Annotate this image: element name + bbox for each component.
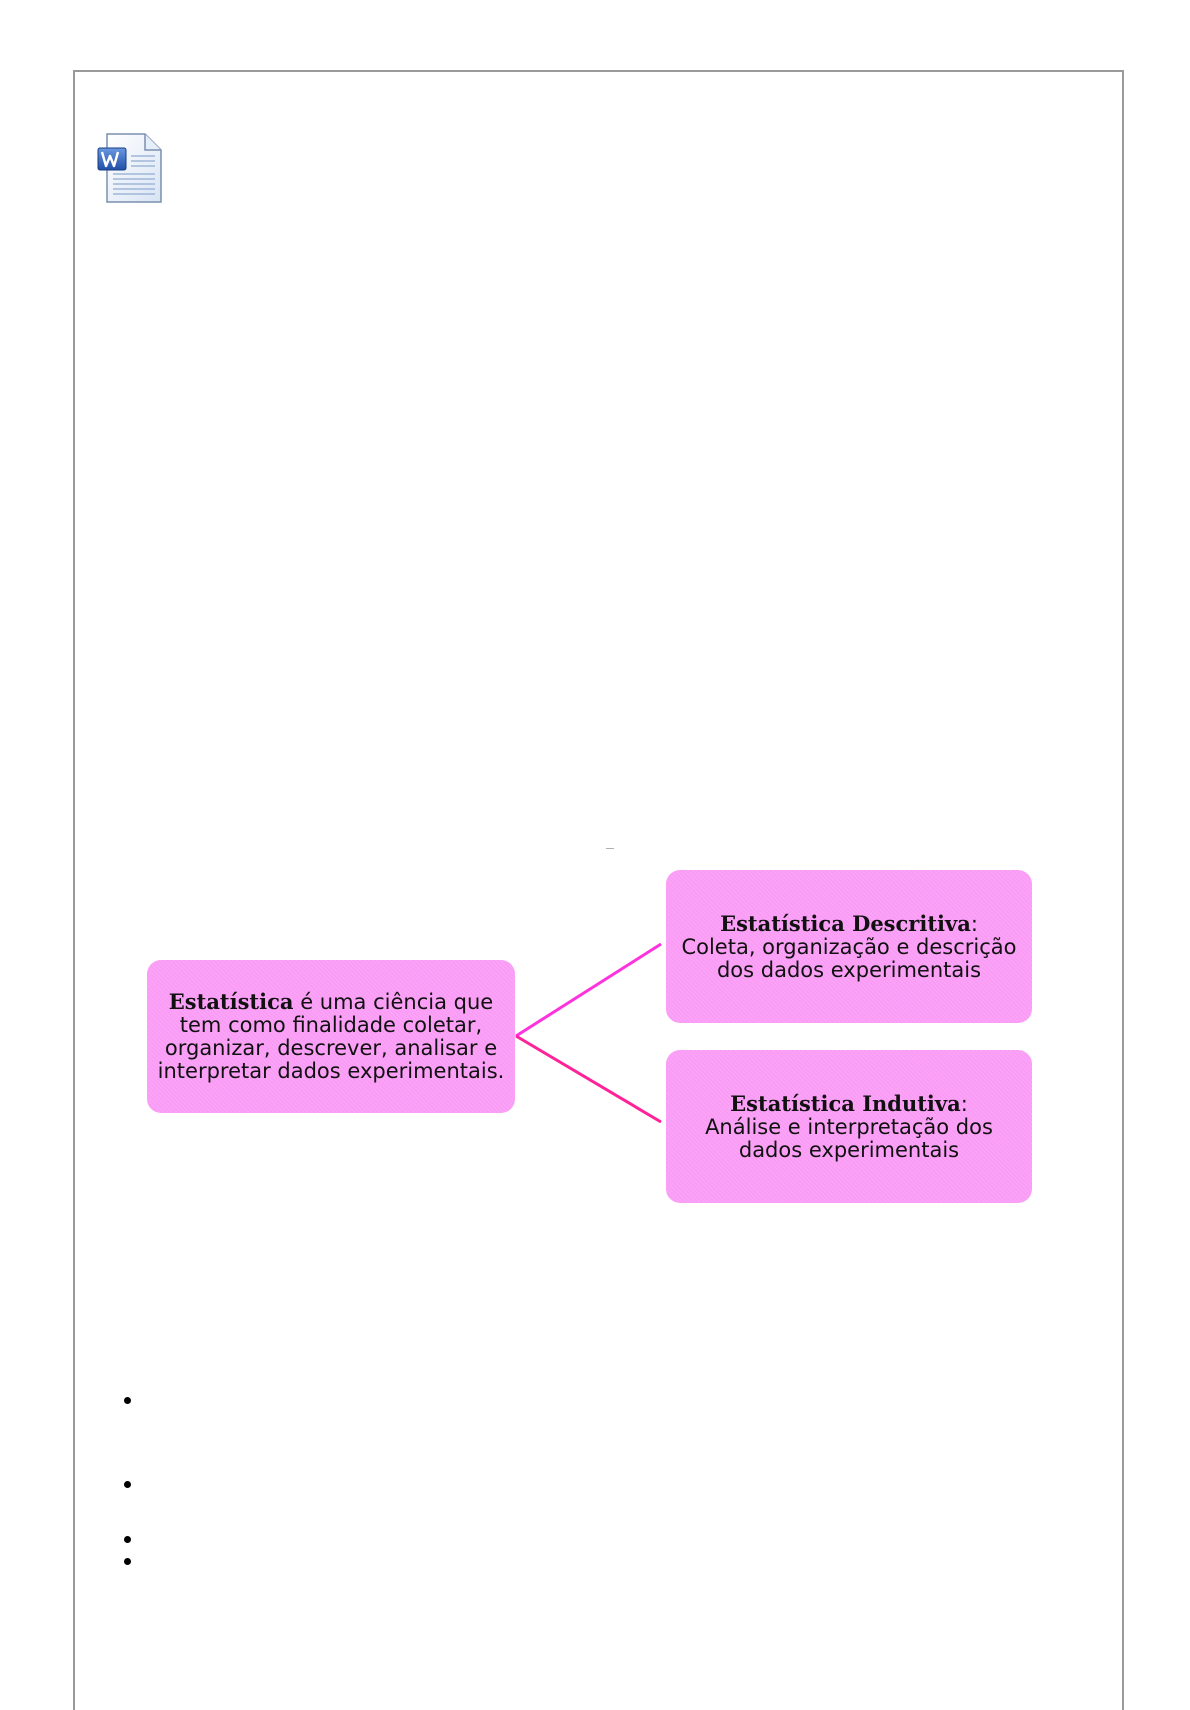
descritiva-text: Coleta, organização e descrição dos dados experimentais — [681, 934, 1017, 982]
descritiva-colon: : — [970, 911, 978, 936]
bullet-item-1 — [124, 1397, 131, 1404]
indutiva-text: Análise e interpretação dos dados experimentais — [705, 1114, 993, 1162]
bullet-item-3 — [124, 1536, 131, 1543]
estatistica-descritiva-box — [666, 870, 1032, 1023]
bullet-item-2 — [124, 1481, 131, 1488]
descritiva-heading — [720, 912, 978, 936]
word-document-icon-graphic — [97, 132, 163, 204]
estatistica-box — [147, 960, 515, 1113]
estatistica-indutiva-box — [666, 1050, 1032, 1203]
word-document-icon[interactable] — [97, 132, 163, 204]
estatistica-text: é uma ciência que tem como finalidade coletar, organizar, descrever, analisar e interpretar dados experimentais. — [157, 990, 505, 1083]
descritiva-term: Estatística Descritiva — [720, 910, 971, 936]
bullet-item-4 — [124, 1558, 131, 1565]
indutiva-colon: : — [960, 1091, 968, 1116]
divider-mark — [606, 848, 614, 849]
estatistica-definition — [153, 990, 509, 1083]
indutiva-term: Estatística Indutiva — [730, 1090, 961, 1116]
indutiva-heading — [730, 1092, 968, 1116]
estatistica-term: Estatística — [168, 989, 294, 1014]
